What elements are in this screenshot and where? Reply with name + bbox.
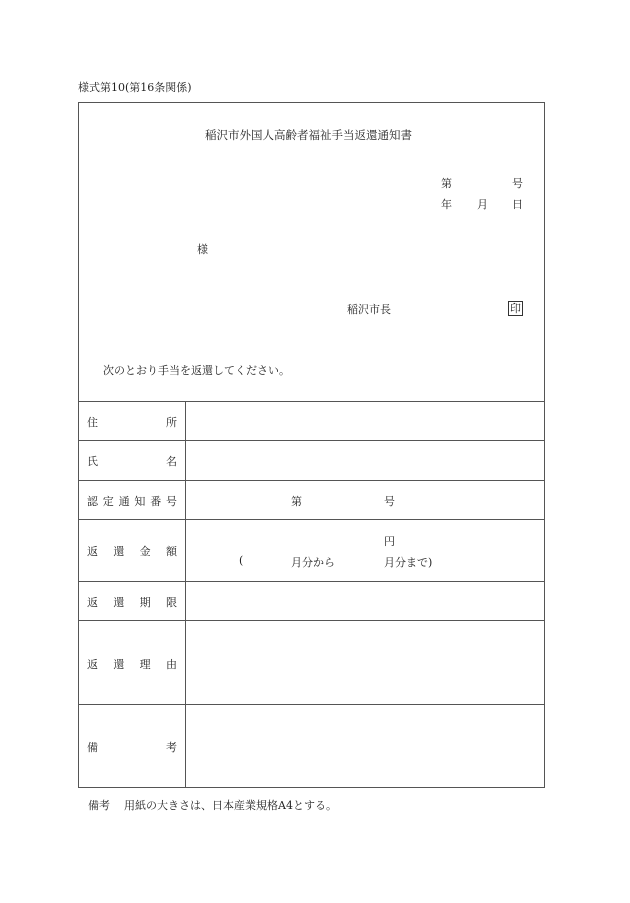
remarks-label: 備 考 [87,741,177,754]
column-divider [185,401,186,787]
cert-no-suffix: 号 [384,495,395,508]
date-year: 年 [441,198,452,211]
refund-amount-label: 返 還 金 額 [87,545,177,558]
amount-paren-open: ( [239,554,244,567]
date-month: 月 [477,198,488,211]
doc-no-suffix: 号 [512,177,523,190]
footer-note-text: 用紙の大きさは、日本産業規格A4とする。 [124,799,337,812]
divider [79,581,544,582]
divider [79,620,544,621]
footer-note-label: 備考 [88,799,110,812]
refund-reason-label: 返 還 理 由 [87,658,177,671]
doc-no-prefix: 第 [441,177,452,190]
seal-mark: 印 [510,302,521,315]
amount-to: 月分まで) [384,556,433,569]
amount-yen: 円 [384,535,395,548]
cert-no-prefix: 第 [291,495,302,508]
divider [79,519,544,520]
divider [79,401,544,402]
refund-deadline-label: 返 還 期 限 [87,596,177,609]
form-number: 様式第10(第16条関係) [78,81,192,94]
date-day: 日 [512,198,523,211]
divider [79,704,544,705]
notice-body-text: 次のとおり手当を返還してください。 [103,364,290,377]
divider [79,480,544,481]
notice-title: 稲沢市外国人高齢者福祉手当返還通知書 [205,128,412,142]
recipient-suffix: 様 [197,243,208,256]
notice-form [78,102,545,788]
divider [79,440,544,441]
certificate-number-label: 認 定 通 知 番 号 [87,495,177,508]
amount-from: 月分から [291,556,335,569]
name-label: 氏 名 [87,455,177,468]
address-label: 住 所 [87,416,177,429]
issuer: 稲沢市長 [347,303,391,316]
